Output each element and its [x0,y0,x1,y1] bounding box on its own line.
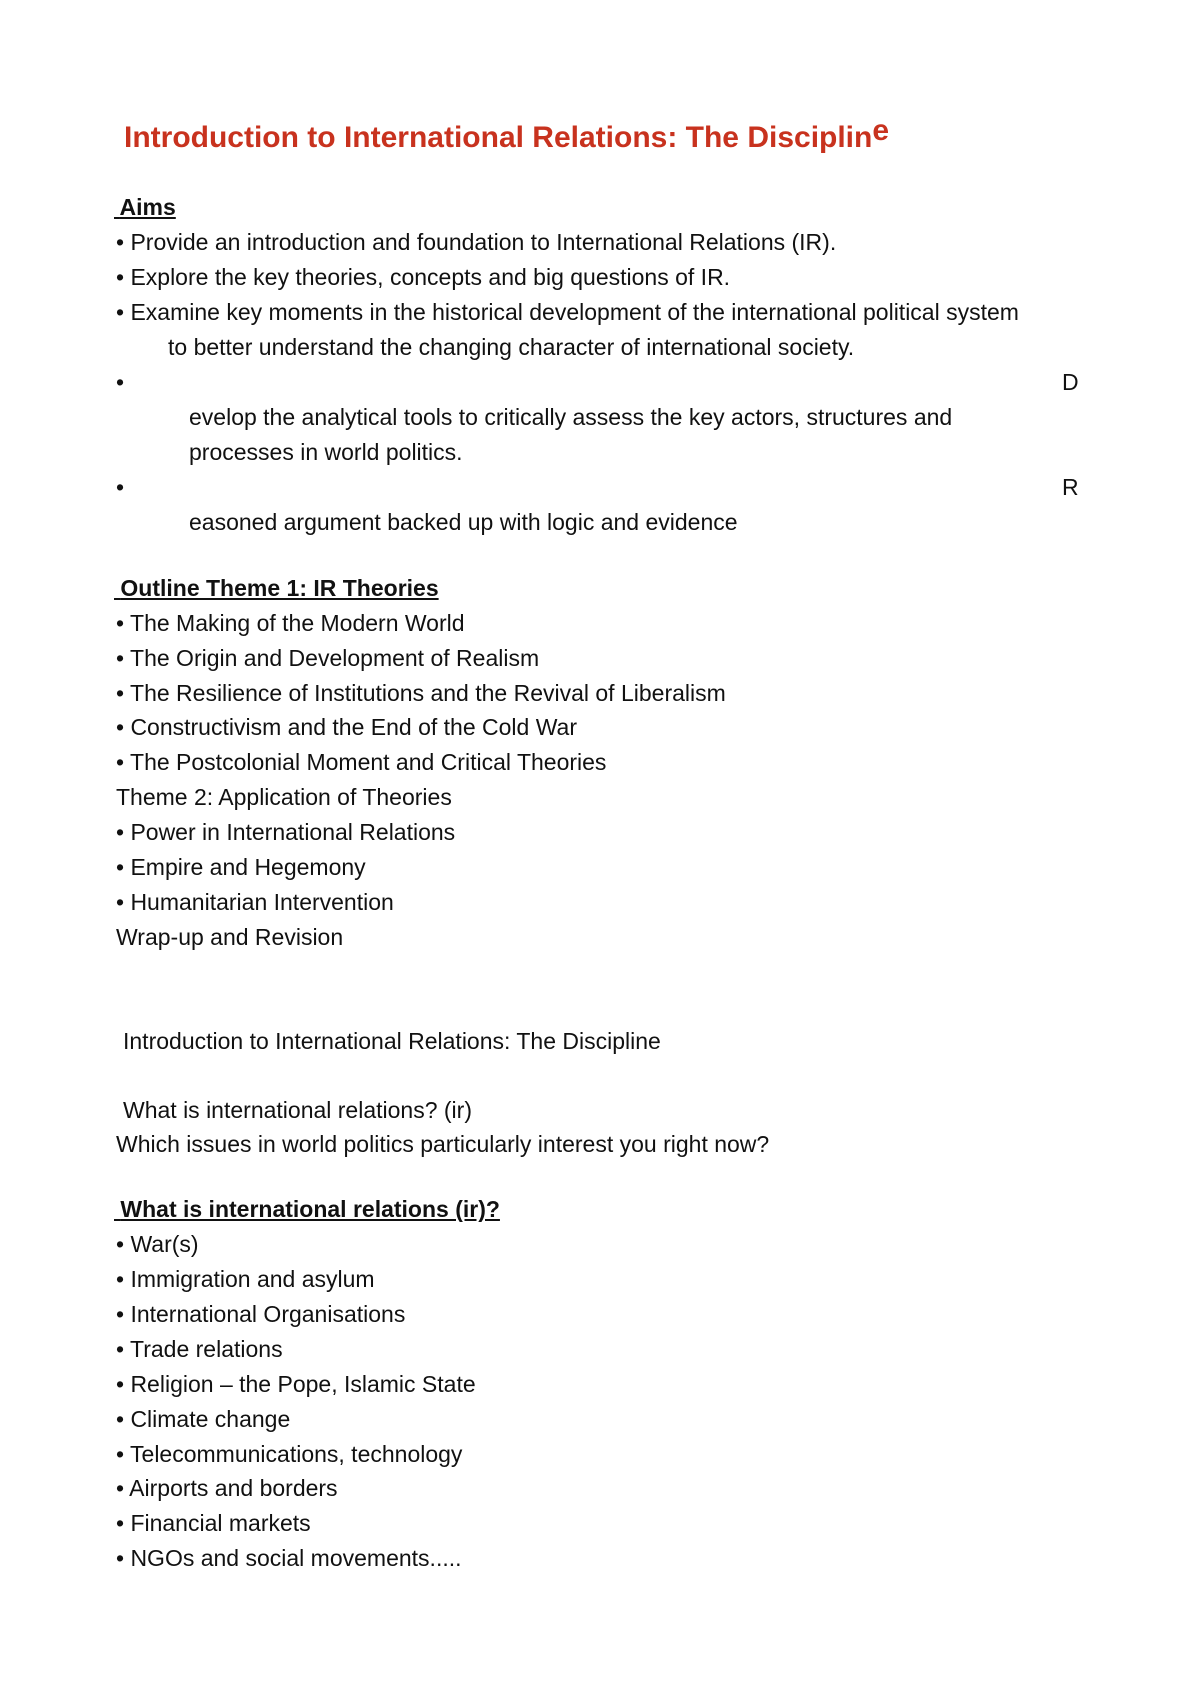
what-is-ir-item: • War(s) [116,1231,199,1257]
what-is-ir-item: • Trade relations [116,1336,283,1362]
section2-title: Introduction to International Relations: The Discipline [123,1028,661,1054]
document-title [124,114,890,156]
what-is-ir-item: • Climate change [116,1406,291,1432]
what-is-ir-item: • Religion – the Pope, Islamic State [116,1371,476,1397]
document-title-last-char: e [872,114,890,147]
aims-develop-first-letter: D [1062,369,1079,395]
aims-develop-line2: processes in world politics. [189,439,463,465]
aims-reasoned-bullet: • [116,474,125,500]
outline-theme2-label: Theme 2: Application of Theories [116,784,452,810]
what-is-ir-heading: What is international relations (ir)? [120,1196,500,1222]
aims-reasoned-line1: easoned argument backed up with logic and evidence [189,509,738,535]
outline-wrapup: Wrap-up and Revision [116,924,344,950]
section2-prompt: Which issues in world politics particularly interest you right now? [116,1131,770,1157]
aims-item: • Examine key moments in the historical development of the international political system [116,299,1019,325]
outline-theme1-item: • The Making of the Modern World [116,610,465,636]
aims-item-continuation: to better understand the changing character of international society. [168,334,855,360]
aims-reasoned-first-letter: R [1062,474,1079,500]
aims-heading: Aims [119,194,176,220]
outline-theme2-item: • Humanitarian Intervention [116,889,394,915]
what-is-ir-item: • Immigration and asylum [116,1266,375,1292]
what-is-ir-item: • Airports and borders [116,1475,338,1501]
outline-theme1-item: • Constructivism and the End of the Cold War [116,714,578,740]
document-title-main: Introduction to International Relations: The Disciplin [124,121,873,154]
aims-item: • Explore the key theories, concepts and big questions of IR. [116,264,731,290]
outline-theme1-item: • The Resilience of Institutions and the Revival of Liberalism [116,680,726,706]
outline-theme2-item: • Power in International Relations [116,819,456,845]
outline-theme1-item: • The Origin and Development of Realism [116,645,540,671]
what-is-ir-item: • NGOs and social movements..... [116,1545,462,1571]
what-is-ir-item: • Telecommunications, technology [116,1441,463,1467]
outline-theme1-item: • The Postcolonial Moment and Critical Theories [116,749,607,775]
section2-question: What is international relations? (ir) [123,1097,472,1123]
what-is-ir-item: • International Organisations [116,1301,406,1327]
what-is-ir-item: • Financial markets [116,1510,311,1536]
aims-item: • Provide an introduction and foundation to International Relations (IR). [116,229,837,255]
outline-theme2-item: • Empire and Hegemony [116,854,366,880]
aims-develop-line1: evelop the analytical tools to critically assess the key actors, structures and [189,404,953,430]
aims-develop-bullet: • [116,369,125,395]
outline-heading: Outline Theme 1: IR Theories [120,575,439,601]
